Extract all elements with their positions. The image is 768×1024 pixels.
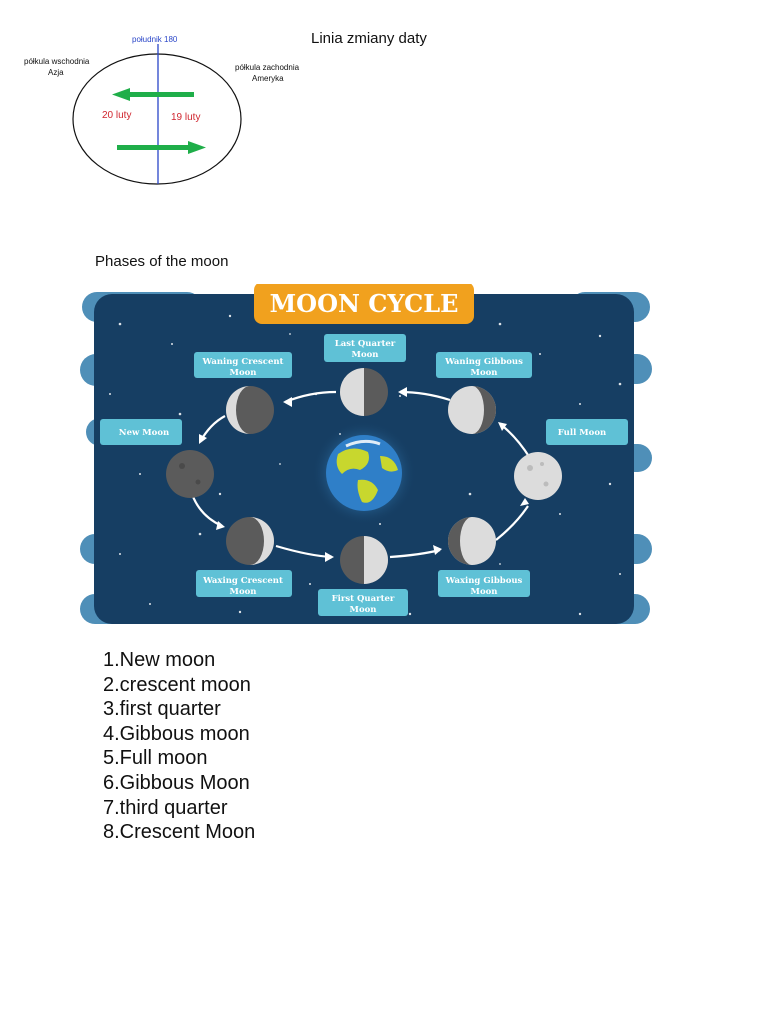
list-item: 6.Gibbous Moon xyxy=(103,771,250,794)
earth-icon xyxy=(326,435,402,511)
moon-waxing-crescent xyxy=(226,517,274,565)
meridian-label: południk 180 xyxy=(132,35,178,44)
label-waning-crescent xyxy=(194,352,292,378)
label-new-moon xyxy=(100,419,182,445)
west-hemisphere-label: półkula zachodnia xyxy=(235,63,300,72)
svg-text:Moon: Moon xyxy=(349,605,377,615)
svg-text:Full Moon: Full Moon xyxy=(557,428,607,438)
svg-text:Waning Crescent: Waning Crescent xyxy=(202,357,284,367)
label-waxing-crescent xyxy=(196,570,292,597)
label-full-moon xyxy=(546,419,628,445)
arrow-left-icon xyxy=(112,88,194,101)
svg-text:Waxing Gibbous: Waxing Gibbous xyxy=(445,576,523,586)
svg-text:Last Quarter: Last Quarter xyxy=(334,339,396,349)
label-waning-gibbous xyxy=(436,352,532,378)
moon-waning-crescent xyxy=(226,386,274,434)
moon-cycle-poster xyxy=(80,284,652,626)
list-item: 5.Full moon xyxy=(103,747,208,770)
svg-text:New Moon: New Moon xyxy=(118,428,170,438)
arrow-right-icon xyxy=(117,141,206,154)
svg-text:Moon: Moon xyxy=(229,587,257,597)
west-region-label: Ameryka xyxy=(252,74,284,83)
list-item: 3.first quarter xyxy=(103,698,221,721)
svg-text:Moon: Moon xyxy=(470,587,498,597)
globe-outline xyxy=(73,54,241,184)
svg-text:Waning Gibbous: Waning Gibbous xyxy=(445,357,523,367)
phase-list xyxy=(103,648,255,845)
moon-full xyxy=(514,452,562,500)
label-first-quarter xyxy=(318,589,408,616)
moon-first-quarter xyxy=(340,536,388,584)
east-region-label: Azja xyxy=(48,68,64,77)
svg-text:Moon: Moon xyxy=(351,350,379,360)
moon-last-quarter xyxy=(340,368,388,416)
list-item: 2.crescent moon xyxy=(103,673,251,696)
svg-text:Moon: Moon xyxy=(470,368,498,378)
list-item: 4.Gibbous moon xyxy=(103,722,250,745)
moon-waning-gibbous xyxy=(448,386,496,434)
dateline-sketch xyxy=(20,30,320,200)
svg-text:First Quarter: First Quarter xyxy=(331,594,395,604)
svg-text:Waxing Crescent: Waxing Crescent xyxy=(203,576,283,586)
moon-new xyxy=(166,450,214,498)
list-item: 8.Crescent Moon xyxy=(103,821,256,844)
label-waxing-gibbous xyxy=(438,570,530,597)
label-last-quarter xyxy=(324,334,406,362)
moon-waxing-gibbous xyxy=(448,517,496,565)
list-item: 7.third quarter xyxy=(103,796,228,819)
banner-title: MOON CYCLE xyxy=(269,289,459,318)
list-item: 1.New moon xyxy=(103,649,216,671)
left-date-label: 20 luty xyxy=(102,110,132,121)
east-hemisphere-label: półkula wschodnia xyxy=(24,57,90,66)
right-date-label: 19 luty xyxy=(171,112,201,123)
svg-text:Moon: Moon xyxy=(229,368,257,378)
section-subtitle: Phases of the moon xyxy=(95,253,229,270)
page-title: Linia zmiany daty xyxy=(311,30,427,47)
